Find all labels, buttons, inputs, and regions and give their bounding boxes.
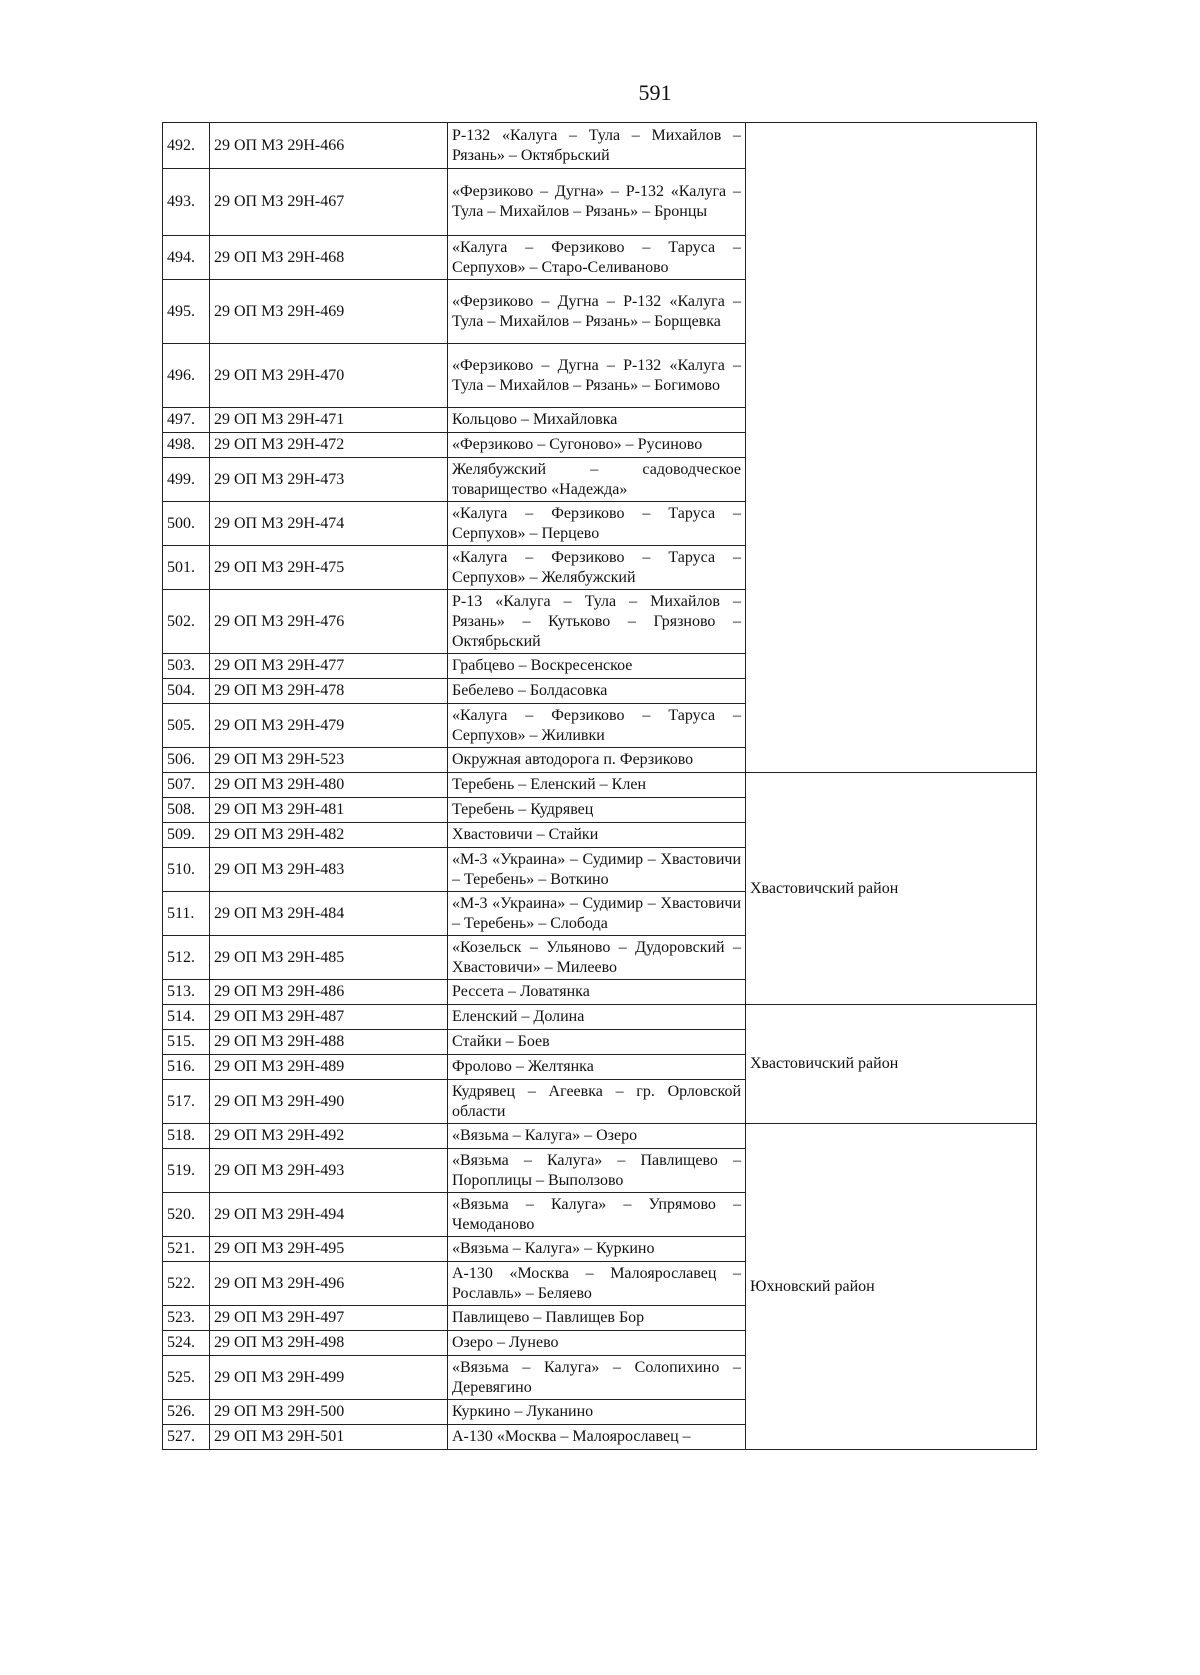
row-number: 507.	[163, 773, 210, 798]
row-number: 497.	[163, 408, 210, 433]
road-code: 29 ОП МЗ 29Н-471	[210, 408, 448, 433]
road-name: Кудрявец – Агеевка – гр. Орловской области	[448, 1080, 746, 1124]
row-number: 526.	[163, 1400, 210, 1425]
road-name: «Вязьма – Калуга» – Озеро	[448, 1124, 746, 1149]
row-number: 511.	[163, 892, 210, 936]
road-name: «Вязьма – Калуга» – Солопихино – Деревягино	[448, 1356, 746, 1400]
road-name: А-130 «Москва – Малоярославец –	[448, 1425, 746, 1450]
road-code: 29 ОП МЗ 29Н-486	[210, 980, 448, 1005]
road-name: Рессета – Ловатянка	[448, 980, 746, 1005]
road-code: 29 ОП МЗ 29Н-472	[210, 433, 448, 458]
road-code: 29 ОП МЗ 29Н-487	[210, 1005, 448, 1030]
road-name: Озеро – Лунево	[448, 1331, 746, 1356]
row-number: 508.	[163, 798, 210, 823]
road-code: 29 ОП МЗ 29Н-497	[210, 1306, 448, 1331]
road-name: «Калуга – Ферзиково – Таруса – Серпухов» – Жиливки	[448, 704, 746, 748]
page-number: 591	[638, 80, 672, 105]
row-number: 517.	[163, 1080, 210, 1124]
road-name: Теребень – Кудрявец	[448, 798, 746, 823]
road-name: «Калуга – Ферзиково – Таруса – Серпухов» – Старо-Селиваново	[448, 236, 746, 280]
row-number: 525.	[163, 1356, 210, 1400]
road-code: 29 ОП МЗ 29Н-496	[210, 1262, 448, 1306]
road-code: 29 ОП МЗ 29Н-475	[210, 546, 448, 590]
road-code: 29 ОП МЗ 29Н-484	[210, 892, 448, 936]
road-code: 29 ОП МЗ 29Н-476	[210, 590, 448, 654]
road-code: 29 ОП МЗ 29Н-498	[210, 1331, 448, 1356]
road-name: «Козельск – Ульяново – Дудоровский – Хвастовичи» – Милеево	[448, 936, 746, 980]
row-number: 514.	[163, 1005, 210, 1030]
district-cell: Хвастовичский район	[746, 773, 1037, 1005]
row-number: 498.	[163, 433, 210, 458]
road-name: Грабцево – Воскресенское	[448, 654, 746, 679]
road-code: 29 ОП МЗ 29Н-492	[210, 1124, 448, 1149]
road-code: 29 ОП МЗ 29Н-482	[210, 823, 448, 848]
row-number: 516.	[163, 1055, 210, 1080]
road-code: 29 ОП МЗ 29Н-495	[210, 1237, 448, 1262]
table-row	[163, 1005, 1037, 1030]
table-row	[163, 123, 1037, 169]
road-name: Р-132 «Калуга – Тула – Михайлов – Рязань» – Октябрьский	[448, 123, 746, 169]
district-cell	[746, 123, 1037, 773]
road-name: Кольцово – Михайловка	[448, 408, 746, 433]
road-name: Куркино – Луканино	[448, 1400, 746, 1425]
row-number: 513.	[163, 980, 210, 1005]
road-code: 29 ОП МЗ 29Н-483	[210, 848, 448, 892]
road-name: «Калуга – Ферзиково – Таруса – Серпухов» – Перцево	[448, 502, 746, 546]
road-code: 29 ОП МЗ 29Н-485	[210, 936, 448, 980]
row-number: 500.	[163, 502, 210, 546]
row-number: 510.	[163, 848, 210, 892]
row-number: 521.	[163, 1237, 210, 1262]
road-name: Фролово – Желтянка	[448, 1055, 746, 1080]
road-code: 29 ОП МЗ 29Н-468	[210, 236, 448, 280]
row-number: 494.	[163, 236, 210, 280]
road-name: «Ферзиково – Дугна – Р-132 «Калуга – Тула – Михайлов – Рязань» – Борщевка	[448, 280, 746, 344]
row-number: 503.	[163, 654, 210, 679]
row-number: 495.	[163, 280, 210, 344]
road-code: 29 ОП МЗ 29Н-467	[210, 169, 448, 236]
road-name: Стайки – Боев	[448, 1030, 746, 1055]
road-code: 29 ОП МЗ 29Н-480	[210, 773, 448, 798]
road-name: «Вязьма – Калуга» – Павлищево – Пороплицы – Выползово	[448, 1149, 746, 1193]
road-name: Желябужский – садоводческое товарищество «Надежда»	[448, 458, 746, 502]
road-code: 29 ОП МЗ 29Н-479	[210, 704, 448, 748]
row-number: 522.	[163, 1262, 210, 1306]
row-number: 501.	[163, 546, 210, 590]
road-code: 29 ОП МЗ 29Н-494	[210, 1193, 448, 1237]
road-code: 29 ОП МЗ 29Н-466	[210, 123, 448, 169]
row-number: 512.	[163, 936, 210, 980]
table-row	[163, 773, 1037, 798]
road-name: Окружная автодорога п. Ферзиково	[448, 748, 746, 773]
road-name: Еленский – Долина	[448, 1005, 746, 1030]
district-cell: Юхновский район	[746, 1124, 1037, 1450]
road-code: 29 ОП МЗ 29Н-489	[210, 1055, 448, 1080]
row-number: 523.	[163, 1306, 210, 1331]
row-number: 506.	[163, 748, 210, 773]
road-name: Павлищево – Павлищев Бор	[448, 1306, 746, 1331]
row-number: 518.	[163, 1124, 210, 1149]
row-number: 527.	[163, 1425, 210, 1450]
road-name: Теребень – Еленский – Клен	[448, 773, 746, 798]
road-code: 29 ОП МЗ 29Н-490	[210, 1080, 448, 1124]
row-number: 502.	[163, 590, 210, 654]
road-code: 29 ОП МЗ 29Н-500	[210, 1400, 448, 1425]
road-name: «М-3 «Украина» – Судимир – Хвастовичи – Теребень» – Слобода	[448, 892, 746, 936]
row-number: 509.	[163, 823, 210, 848]
road-name: «М-3 «Украина» – Судимир – Хвастовичи – Теребень» – Воткино	[448, 848, 746, 892]
row-number: 496.	[163, 344, 210, 408]
road-name: Хвастовичи – Стайки	[448, 823, 746, 848]
road-code: 29 ОП МЗ 29Н-493	[210, 1149, 448, 1193]
row-number: 524.	[163, 1331, 210, 1356]
road-name: Бебелево – Болдасовка	[448, 679, 746, 704]
row-number: 499.	[163, 458, 210, 502]
road-name: «Ферзиково – Дугна – Р-132 «Калуга – Тула – Михайлов – Рязань» – Богимово	[448, 344, 746, 408]
road-code: 29 ОП МЗ 29Н-470	[210, 344, 448, 408]
row-number: 505.	[163, 704, 210, 748]
road-code: 29 ОП МЗ 29Н-473	[210, 458, 448, 502]
road-code: 29 ОП МЗ 29Н-523	[210, 748, 448, 773]
road-code: 29 ОП МЗ 29Н-488	[210, 1030, 448, 1055]
road-code: 29 ОП МЗ 29Н-469	[210, 280, 448, 344]
road-name: «Вязьма – Калуга» – Куркино	[448, 1237, 746, 1262]
row-number: 504.	[163, 679, 210, 704]
district-cell: Хвастовичский район	[746, 1005, 1037, 1124]
road-code: 29 ОП МЗ 29Н-499	[210, 1356, 448, 1400]
road-name: «Калуга – Ферзиково – Таруса – Серпухов» – Желябужский	[448, 546, 746, 590]
row-number: 493.	[163, 169, 210, 236]
road-code: 29 ОП МЗ 29Н-501	[210, 1425, 448, 1450]
roads-table	[162, 122, 1037, 1450]
road-code: 29 ОП МЗ 29Н-481	[210, 798, 448, 823]
row-number: 492.	[163, 123, 210, 169]
road-code: 29 ОП МЗ 29Н-478	[210, 679, 448, 704]
road-name: «Вязьма – Калуга» – Упрямово – Чемоданово	[448, 1193, 746, 1237]
road-name: А-130 «Москва – Малоярославец – Рославль» – Беляево	[448, 1262, 746, 1306]
road-name: «Ферзиково – Дугна» – Р-132 «Калуга – Тула – Михайлов – Рязань» – Бронцы	[448, 169, 746, 236]
row-number: 519.	[163, 1149, 210, 1193]
table-row	[163, 1124, 1037, 1149]
road-code: 29 ОП МЗ 29Н-474	[210, 502, 448, 546]
row-number: 515.	[163, 1030, 210, 1055]
row-number: 520.	[163, 1193, 210, 1237]
road-name: Р-13 «Калуга – Тула – Михайлов – Рязань» – Кутьково – Грязново – Октябрьский	[448, 590, 746, 654]
road-code: 29 ОП МЗ 29Н-477	[210, 654, 448, 679]
road-name: «Ферзиково – Сугоново» – Русиново	[448, 433, 746, 458]
